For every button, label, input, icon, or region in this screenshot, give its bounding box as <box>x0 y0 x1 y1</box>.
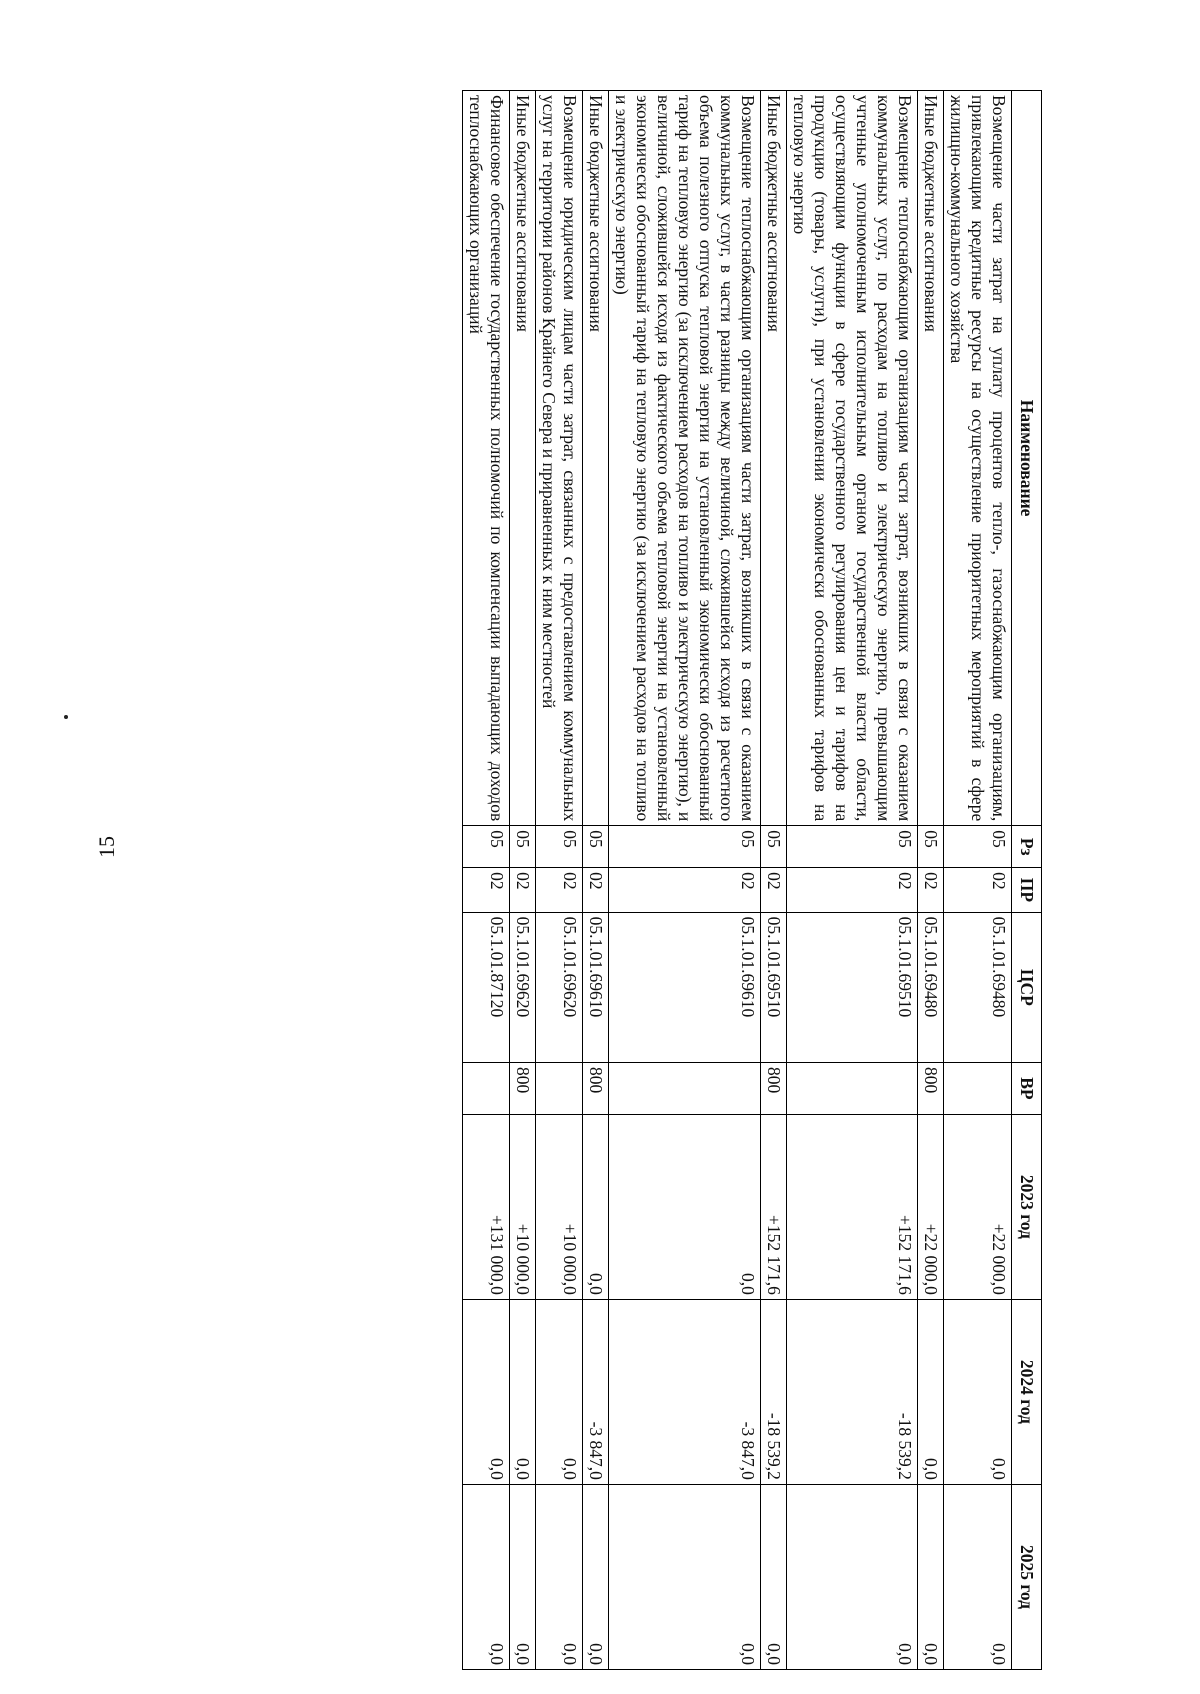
row-2023: +10 000,0 <box>510 1114 536 1299</box>
table-row <box>609 91 761 1670</box>
row-csr: 05.1.01.69480 <box>944 912 1012 1062</box>
row-rz: 05 <box>918 826 944 868</box>
row-vr <box>536 1063 583 1115</box>
row-pr: 02 <box>536 868 583 912</box>
row-rz: 05 <box>583 826 609 868</box>
table-row <box>918 91 944 1670</box>
row-pr: 02 <box>463 868 510 912</box>
row-name: Финансовое обеспечение государственных полномочий по компенсации выпадающих доходов теплоснабжающих организаций <box>463 91 510 826</box>
header-row <box>1012 91 1042 1670</box>
row-vr: 800 <box>510 1063 536 1115</box>
row-csr: 05.1.01.69620 <box>510 912 536 1062</box>
row-csr: 05.1.01.69620 <box>536 912 583 1062</box>
header-pr: ПР <box>1012 868 1042 912</box>
row-name: Возмещение теплоснабжающим организациям части затрат, возникших в связи с оказанием коммунальных услуг, в части разницы между величиной, сложившейся исходя из расчетного объема полезного отпуска тепловой энергии на установленный экономически обоснованный тариф на тепловую энергию (за исключением расходов на топливо и электрическую энергию), и величиной, сложившейся исходя из фактического объема тепловой энергии на установленный экономически обоснованный тариф на тепловую энергию (за исключением расходов на топливо и электрическую энергию) <box>609 91 761 826</box>
table-row <box>761 91 787 1670</box>
header-name: Наименование <box>1012 91 1042 826</box>
row-vr <box>609 1063 761 1115</box>
budget-table <box>462 90 1042 1670</box>
row-name: Возмещение теплоснабжающим организациям части затрат, возникших в связи с оказанием коммунальных услуг, по расходам на топливо и электрическую энергию, превышающим учтенные уполномоченным исполнительным органом государственной власти области, осуществляющим функции в сфере государственного регулирования цен и тарифов на продукцию (товары, услуги), при установлении экономически обоснованных тарифов на тепловую энергию <box>787 91 918 826</box>
row-csr: 05.1.01.87120 <box>463 912 510 1062</box>
table-row <box>536 91 583 1670</box>
row-pr: 02 <box>609 868 761 912</box>
row-rz: 05 <box>510 826 536 868</box>
row-csr: 05.1.01.69480 <box>918 912 944 1062</box>
rotated-table-container <box>462 90 1042 1670</box>
row-pr: 02 <box>761 868 787 912</box>
row-2023: +22 000,0 <box>944 1114 1012 1299</box>
row-pr: 02 <box>944 868 1012 912</box>
row-2023: 0,0 <box>609 1114 761 1299</box>
row-2024: 0,0 <box>463 1299 510 1484</box>
header-2025: 2025 год <box>1012 1484 1042 1669</box>
row-2023: +152 171,6 <box>761 1114 787 1299</box>
row-2025: 0,0 <box>761 1484 787 1669</box>
row-pr: 02 <box>583 868 609 912</box>
row-2023: 0,0 <box>583 1114 609 1299</box>
row-2024: 0,0 <box>918 1299 944 1484</box>
row-csr: 05.1.01.69610 <box>609 912 761 1062</box>
row-rz: 05 <box>761 826 787 868</box>
row-2023: +152 171,6 <box>787 1114 918 1299</box>
row-2024: -18 539,2 <box>787 1299 918 1484</box>
row-name: Иные бюджетные ассигнования <box>761 91 787 826</box>
row-name: Возмещение юридическим лицам части затрат, связанных с предоставлением коммунальных услуг на территории районов Крайнего Севера и приравненных к ним местностей <box>536 91 583 826</box>
row-2023: +131 000,0 <box>463 1114 510 1299</box>
row-rz: 05 <box>787 826 918 868</box>
row-2025: 0,0 <box>918 1484 944 1669</box>
header-2024: 2024 год <box>1012 1299 1042 1484</box>
row-2024: 0,0 <box>510 1299 536 1484</box>
row-2024: -3 847,0 <box>609 1299 761 1484</box>
row-name: Иные бюджетные ассигнования <box>918 91 944 826</box>
row-name: Возмещение части затрат на уплату процентов тепло-, газоснабжающим организациям, привлекающим кредитные ресурсы на осуществление приоритетных мероприятий в сфере жилищно-коммунального хозяйства <box>944 91 1012 826</box>
row-vr <box>787 1063 918 1115</box>
row-2023: +10 000,0 <box>536 1114 583 1299</box>
row-2025: 0,0 <box>536 1484 583 1669</box>
row-csr: 05.1.01.69510 <box>787 912 918 1062</box>
row-rz: 05 <box>944 826 1012 868</box>
row-vr: 800 <box>583 1063 609 1115</box>
row-2023: +22 000,0 <box>918 1114 944 1299</box>
row-2025: 0,0 <box>510 1484 536 1669</box>
row-vr: 800 <box>761 1063 787 1115</box>
row-pr: 02 <box>918 868 944 912</box>
row-2025: 0,0 <box>463 1484 510 1669</box>
row-pr: 02 <box>510 868 536 912</box>
header-rz: Рз <box>1012 826 1042 868</box>
row-name: Иные бюджетные ассигнования <box>583 91 609 826</box>
row-pr: 02 <box>787 868 918 912</box>
page-number: 15 <box>94 836 119 858</box>
row-2024: 0,0 <box>536 1299 583 1484</box>
header-2023: 2023 год <box>1012 1114 1042 1299</box>
row-name: Иные бюджетные ассигнования <box>510 91 536 826</box>
table-row <box>583 91 609 1670</box>
row-2024: -3 847,0 <box>583 1299 609 1484</box>
row-rz: 05 <box>463 826 510 868</box>
row-csr: 05.1.01.69610 <box>583 912 609 1062</box>
row-rz: 05 <box>609 826 761 868</box>
row-vr <box>463 1063 510 1115</box>
row-vr: 800 <box>918 1063 944 1115</box>
header-vr: ВР <box>1012 1063 1042 1115</box>
row-2024: 0,0 <box>944 1299 1012 1484</box>
header-csr: ЦСР <box>1012 912 1042 1062</box>
row-vr <box>944 1063 1012 1115</box>
row-2024: -18 539,2 <box>761 1299 787 1484</box>
row-2025: 0,0 <box>609 1484 761 1669</box>
table-row <box>944 91 1012 1670</box>
row-rz: 05 <box>536 826 583 868</box>
table-row <box>463 91 510 1670</box>
table-row <box>510 91 536 1670</box>
row-2025: 0,0 <box>944 1484 1012 1669</box>
row-csr: 05.1.01.69510 <box>761 912 787 1062</box>
table-row <box>787 91 918 1670</box>
stray-dot <box>64 715 68 719</box>
row-2025: 0,0 <box>583 1484 609 1669</box>
row-2025: 0,0 <box>787 1484 918 1669</box>
